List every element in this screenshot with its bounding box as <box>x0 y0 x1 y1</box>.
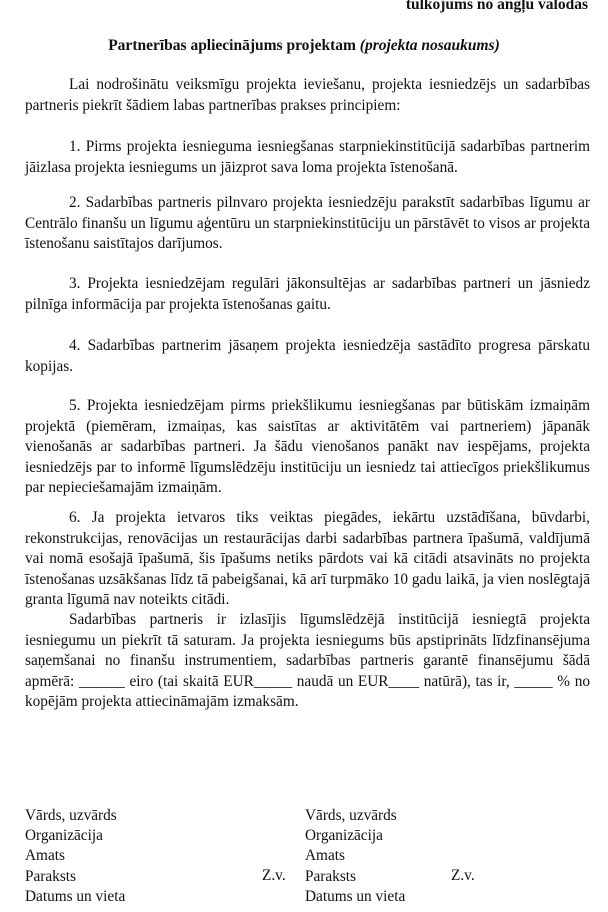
name-label: Vārds, uzvārds <box>305 807 397 824</box>
signature-label: Paraksts <box>305 867 356 885</box>
title-main: Partnerības apliecinājums projektam <box>108 37 356 54</box>
principle-5: 5. Projekta iesniedzējam pirms priekšlikumu iesniegšanas par būtiskām izmaiņām projektā (piemēram, izmaiņas, kas saistītas ar aktivitātēm vai partneriem) jāpanāk vienošanās ar sadarbības partneri. Ja šādu vienošanos panākt nav iespējams, projekta iesniedzējs par to informē līgumslēdzēju institūciju un iesniedz tai attiecīgos priekšlikumus par nepieciešamajām izmaiņām. <box>25 397 590 496</box>
signature-label: Paraksts <box>25 867 76 885</box>
document-title <box>0 36 608 57</box>
principle-1: 1. Pirms projekta iesnieguma iesniegšanas starpniekinstitūcijā sadarbības partnerim jāizlasa projekta iesniegums un jāizprot sava loma projekta īstenošanā. <box>25 138 590 176</box>
name-label: Vārds, uzvārds <box>25 807 117 824</box>
seal-label-left: Z.v. <box>262 867 286 884</box>
signature-block-right <box>305 806 405 907</box>
intro-paragraph: Lai nodrošinātu veiksmīgu projekta ieviešanu, projekta iesniedzējs un sadarbības partneris piekrīt šādiem labas partnerības prakses principiem: <box>25 76 590 114</box>
position-label: Amats <box>305 847 345 865</box>
position-label: Amats <box>25 847 65 865</box>
signature-block-left <box>25 806 125 907</box>
principle-6: 6. Ja projekta ietvaros tiks veiktas piegādes, iekārtu uzstādīšana, būvdarbi, rekonstrukcijas, renovācijas un restaurācijas darbi sadarbības partnera īpašumā, valdījumā vai nomā esošajā īpašumā, šis īpašums netiks pārdots vai kā citādi atsavināts no projekta īstenošanas uzsākšanas līdz tā pabeigšanai, kā arī turpmāko 10 gadu laikā, ja vien noslēgtajā granta līgumā nav noteikts citādi. <box>25 509 590 608</box>
seal-label-right: Z.v. <box>451 867 475 884</box>
organization-label: Organizācija <box>25 827 103 845</box>
date-place-label: Datums un vieta <box>305 887 406 905</box>
principle-4: 4. Sadarbības partnerim jāsaņem projekta iesniedzēja sastādīto progresa pārskatu kopijas. <box>25 337 590 375</box>
date-place-label: Datums un vieta <box>25 887 126 905</box>
translation-note: tulkojums no angļu valodas <box>405 0 588 13</box>
principle-2: 2. Sadarbības partneris pilnvaro projekta iesniedzēju parakstīt sadarbības līgumu ar Centrālo finanšu un līgumu aģentūru un starpniekinstitūciju un pārstāvēt to visos ar projekta īstenošanu saistītajos darījumos. <box>25 194 590 252</box>
organization-label: Organizācija <box>305 827 383 845</box>
closing-paragraph: Sadarbības partneris ir izlasījis līgumslēdzējā institūcijā iesniegtā projekta iesniegumu un piekrīt tā saturam. Ja projekta iesniegums būs apstiprināts līdzfinansējuma saņemšanai no finanšu instrumentiem, sadarbības partneris garantē finansējumu šādā apmērā: ______ eiro (tai skaitā EUR_____ naudā un EUR____ natūrā), tas ir, _____ % no kopējām projekta attiecināmajām izmaksām. <box>25 611 590 710</box>
principle-3: 3. Projekta iesniedzējam regulāri jākonsultējas ar sadarbības partneri un jāsniedz pilnīga informācija par projekta īstenošanas gaitu. <box>25 275 590 313</box>
title-project-name: (projekta nosaukums) <box>359 37 500 54</box>
